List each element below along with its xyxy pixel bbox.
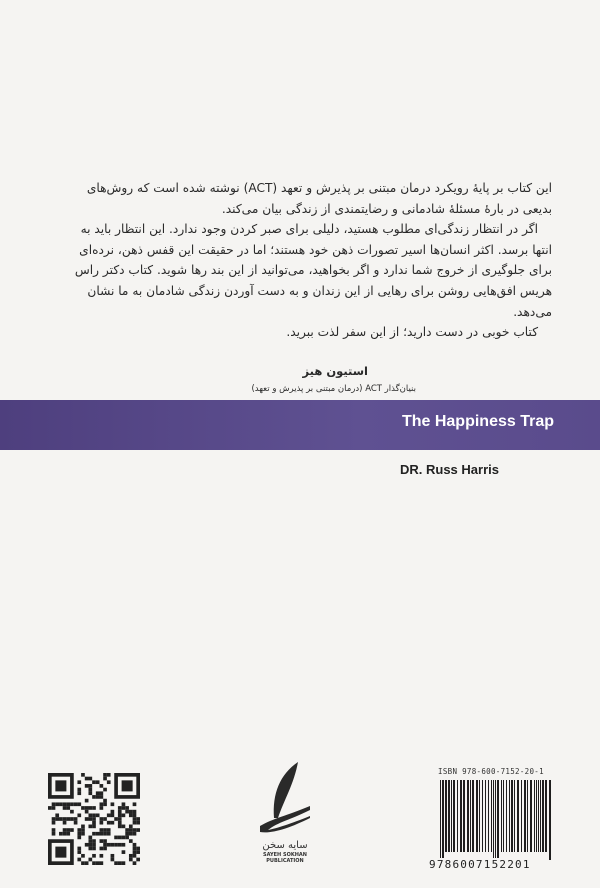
qr-code: [48, 773, 140, 865]
back-cover-blurb: [74, 178, 552, 343]
endorser-name: استیون هیز: [302, 364, 368, 378]
book-title: The Happiness Trap: [401, 413, 554, 430]
blurb-line: برای جلوگیری از خروج شما ندارد و اگر بخواهید، می‌توانید از این بند رها شوید. کتاب دکتر راس: [74, 263, 552, 278]
publisher-label: PUBLICATION: [266, 858, 304, 864]
feather-pen-icon: [250, 760, 320, 840]
book-author: DR. Russ Harris: [400, 462, 499, 477]
blurb-line: اگر در انتظار زندگی‌ای مطلوب هستید، دلیلی برای صبر کردن وجود ندارد. این انتظار باید به: [80, 222, 538, 237]
endorser-role: بنیان‌گذار ACT (درمان مبتنی بر پذیرش و تعهد): [251, 384, 416, 394]
ean-number: 9786007152201: [429, 858, 531, 871]
publisher-name-fa: سایه سخن: [262, 840, 308, 851]
blurb-line: این کتاب بر پایهٔ رویکرد درمان مبتنی بر پذیرش و تعهد (ACT) نوشته شده است که روش‌های: [86, 181, 552, 195]
blurb-line: انتها برسد. اکثر انسان‌ها اسیر تصورات ذهن خود هستند؛ اما در حقیقت این قفس ذهن، نرده‌ای: [79, 242, 552, 257]
blurb-line: کتاب خوبی در دست دارید؛ از این سفر لذت ببرید.: [286, 325, 538, 340]
title-band: [0, 400, 600, 450]
blurb-line: می‌دهد.: [513, 304, 552, 319]
blurb-line: هریس افق‌هایی روشن برای رهایی از این زندان و به دست آوردن زندگی شادمان به ما نشان: [87, 283, 552, 298]
blurb-line: بدیعی در بارهٔ مسئلهٔ شادمانی و رضایتمندی از زندگی بیان می‌کند.: [221, 201, 552, 216]
isbn-text: ISBN 978-600-7152-20-1: [438, 767, 544, 776]
publisher-name-en: SAYEH SOKHAN: [263, 852, 307, 858]
barcode: [438, 780, 553, 860]
publisher-logo: [250, 760, 320, 870]
